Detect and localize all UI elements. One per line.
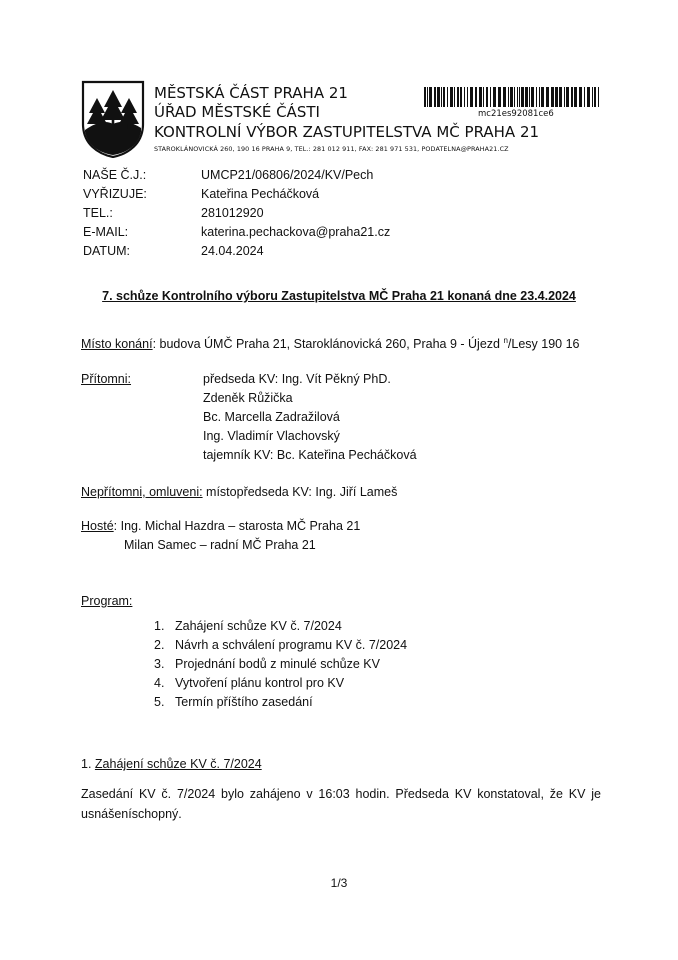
program-label: Program: <box>81 594 133 608</box>
document-barcode <box>424 87 600 107</box>
page-number: 1/3 <box>330 876 348 890</box>
venue-superscript: n <box>503 336 508 345</box>
meta-value: UMCP21/06806/2024/KV/Pech <box>201 168 374 182</box>
program-item <box>154 695 407 714</box>
present-label: Přítomni: <box>81 372 132 386</box>
present-member: tajemník KV: Bc. Kateřina Pecháčková <box>203 448 417 462</box>
program-item-text: Návrh a schválení programu KV č. 7/2024 <box>175 638 408 652</box>
meta-label: E-MAIL: <box>83 225 129 239</box>
program-label-line <box>81 594 132 608</box>
present-member: Bc. Marcella Zadražilová <box>203 410 340 424</box>
section-1-paragraph: Zasedání KV č. 7/2024 bylo zahájeno v 16:03 hodin. Předseda KV konstatoval, že KV je usnášeníschopný. <box>81 787 601 821</box>
org-address: STAROKLÁNOVICKÁ 260, 190 16 PRAHA 9, TEL.: 281 012 911, FAX: 281 971 531, PODATELNA@PRAHA21.CZ <box>154 145 509 153</box>
present-list <box>203 372 417 467</box>
meta-row-handler <box>83 187 390 206</box>
meta-row-date <box>83 244 390 263</box>
org-name-line-2: ÚŘAD MĚSTSKÉ ČÁSTI <box>154 103 320 121</box>
meta-value: 24.04.2024 <box>201 244 264 258</box>
program-item-number: 4. <box>154 676 165 690</box>
program-item-number: 5. <box>154 695 165 709</box>
section-1-heading <box>81 757 262 771</box>
present-member: předseda KV: Ing. Vít Pěkný PhD. <box>203 372 391 386</box>
present-member: Ing. Vladimír Vlachovský <box>203 429 340 443</box>
meta-value: 281012920 <box>201 206 264 220</box>
program-item-number: 3. <box>154 657 165 671</box>
barcode-text: mc21es92081ce6 <box>478 109 554 119</box>
program-item-text: Termín příštího zasedání <box>175 695 313 709</box>
meta-label: TEL.: <box>83 206 113 220</box>
program-item-number: 2. <box>154 638 165 652</box>
meta-label: DATUM: <box>83 244 130 258</box>
present-member: Zdeněk Růžička <box>203 391 293 405</box>
program-item <box>154 638 407 657</box>
program-item <box>154 657 407 676</box>
program-list <box>154 619 407 714</box>
program-item-number: 1. <box>154 619 165 633</box>
section-1-number: 1. <box>81 757 95 771</box>
venue-text: : budova ÚMČ Praha 21, Staroklánovická 260, Praha 9 - Újezd <box>152 337 504 352</box>
absent-line <box>81 485 397 499</box>
document-meta <box>83 168 390 263</box>
absent-label: Nepřítomni, omluveni: <box>81 485 203 499</box>
meta-value: Kateřina Pecháčková <box>201 187 320 201</box>
meta-value: katerina.pechackova@praha21.cz <box>201 225 391 239</box>
municipal-logo <box>80 80 146 158</box>
program-item <box>154 619 407 638</box>
meta-label: VYŘIZUJE: <box>83 187 147 201</box>
absent-text: místopředseda KV: Ing. Jiří Lameš <box>202 485 398 499</box>
meta-row-phone <box>83 206 390 225</box>
meta-label: NAŠE Č.J.: <box>83 168 147 182</box>
venue-tail: /Lesy 190 16 <box>507 337 580 352</box>
guests-line <box>81 519 360 533</box>
guests-label: Hosté <box>81 519 114 533</box>
document-title: 7. schůze Kontrolního výboru Zastupitelstva MČ Praha 21 konaná dne 23.4.2024 <box>102 289 576 303</box>
present-label-line <box>81 372 131 386</box>
program-item-text: Vytvoření plánu kontrol pro KV <box>175 676 345 690</box>
venue-label: Místo konání <box>81 337 153 352</box>
guests-text-1: : Ing. Michal Hazdra – starosta MČ Praha 21 <box>113 519 361 533</box>
section-1-title: Zahájení schůze KV č. 7/2024 <box>94 757 262 771</box>
org-name-line-1: MĚSTSKÁ ČÁST PRAHA 21 <box>154 84 348 102</box>
program-item <box>154 676 407 695</box>
meta-row-email <box>83 225 390 244</box>
venue-line <box>81 336 580 351</box>
guests-text-2: Milan Samec – radní MČ Praha 21 <box>124 538 316 552</box>
program-item-text: Zahájení schůze KV č. 7/2024 <box>175 619 342 633</box>
meta-row-reference <box>83 168 390 187</box>
org-name-line-3: KONTROLNÍ VÝBOR ZASTUPITELSTVA MČ PRAHA 21 <box>154 123 540 141</box>
program-item-text: Projednání bodů z minulé schůze KV <box>175 657 380 671</box>
